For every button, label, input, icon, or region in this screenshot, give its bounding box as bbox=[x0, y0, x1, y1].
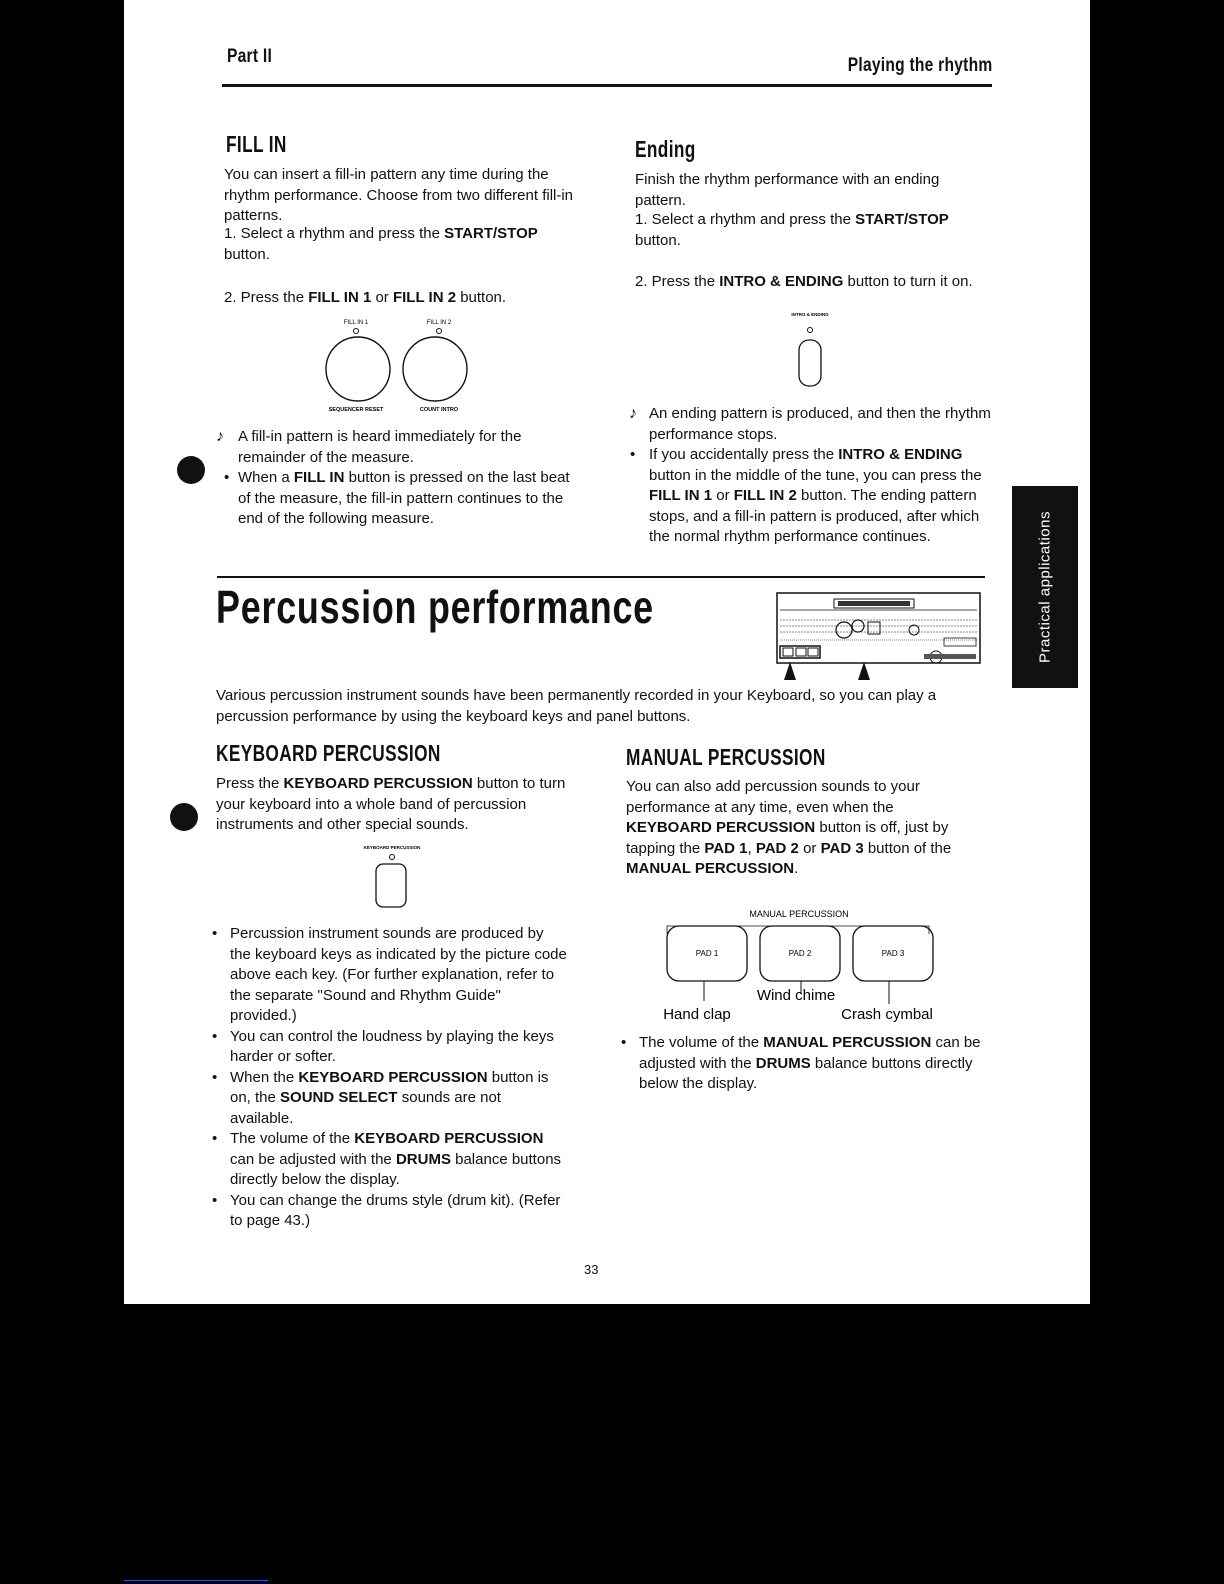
punch-hole-marker bbox=[177, 456, 205, 484]
section-intro: Various percussion instrument sounds have been permanently recorded in your Keyboard, so you can play a percussion performance by using the keyboard keys and panel buttons. bbox=[216, 687, 937, 725]
side-tab-label: Practical applications bbox=[1036, 511, 1054, 663]
list-item: • You can control the loudness by playing the keys harder or softer. bbox=[212, 1027, 554, 1065]
header-part: Part II bbox=[227, 46, 273, 67]
header-rule bbox=[222, 84, 992, 87]
fill-in-bullet: • When a FILL IN button is pressed on the last beat of the measure, the fill-in pattern continues to the end of the following measure. bbox=[224, 469, 570, 527]
keyboard-percussion-led-icon bbox=[390, 855, 395, 860]
ending-step2: 2. Press the INTRO & ENDING button to turn it on. bbox=[635, 273, 973, 290]
fill-in-1-led-icon bbox=[354, 329, 359, 334]
list-item: • The volume of the KEYBOARD PERCUSSION can be adjusted with the DRUMS balance buttons directly below the display. bbox=[212, 1130, 562, 1188]
fill-in-1-button[interactable] bbox=[326, 337, 390, 401]
intro-ending-label: INTRO & ENDING bbox=[791, 312, 829, 317]
fill-in-step1: 1. Select a rhythm and press the START/STOP button. bbox=[224, 225, 538, 263]
pointer-arrow-icon bbox=[858, 662, 870, 680]
fill-in-buttons-figure bbox=[320, 314, 480, 416]
fill-in-step2: 2. Press the FILL IN 1 or FILL IN 2 button. bbox=[224, 289, 507, 306]
section-title: Percussion performance bbox=[216, 581, 654, 633]
pad-1-label: PAD 1 bbox=[695, 949, 719, 958]
manual-percussion-label: MANUAL PERCUSSION bbox=[749, 909, 849, 919]
keyboard-percussion-intro: Press the KEYBOARD PERCUSSION button to turn your keyboard into a whole band of percussion instruments and other special sounds. bbox=[216, 775, 566, 833]
keyboard-percussion-heading: KEYBOARD PERCUSSION bbox=[216, 740, 441, 766]
pointer-arrow-icon bbox=[784, 662, 796, 680]
manual-percussion-figure bbox=[649, 904, 949, 1026]
intro-ending-led-icon bbox=[808, 328, 813, 333]
list-item: • You can change the drums style (drum kit). (Refer to page 43.) bbox=[212, 1191, 561, 1229]
sequencer-reset-label: SEQUENCER RESET bbox=[328, 407, 384, 413]
header-title: Playing the rhythm bbox=[847, 55, 992, 76]
ending-intro: Finish the rhythm performance with an ending pattern. bbox=[635, 171, 940, 209]
ending-step1: 1. Select a rhythm and press the START/STOP button. bbox=[635, 211, 949, 249]
note-arrow-icon: ♪ bbox=[629, 405, 637, 422]
keyboard-panel-thumbnail bbox=[774, 590, 984, 680]
manual-page bbox=[124, 0, 1090, 1304]
fill-in-result-note: ♪ A fill-in pattern is heard immediately for the remainder of the measure. bbox=[216, 427, 580, 468]
pad-3-label: PAD 3 bbox=[881, 949, 905, 958]
manual-percussion-intro: You can also add percussion sounds to your performance at any time, even when the KEYBOARD PERCUSSION button is off, just by tapping the PAD 1, PAD 2 or PAD 3 button of the MANUAL PERCUSSION. bbox=[626, 778, 952, 877]
fill-in-2-led-icon bbox=[437, 329, 442, 334]
ending-bullet: • If you accidentally press the INTRO & ENDING button in the middle of the tune, you can press the FILL IN 1 or FILL IN 2 button. The ending pattern stops, and a fill-in pattern is produced, after which the normal rhythm performance continues. bbox=[630, 446, 982, 545]
note-arrow-icon: ♪ bbox=[216, 428, 224, 445]
pad-2-sound: Wind chime bbox=[756, 987, 836, 1004]
pad-3-sound: Crash cymbal bbox=[841, 1006, 933, 1023]
keyboard-percussion-figure bbox=[346, 840, 442, 912]
count-intro-label: COUNT INTRO bbox=[419, 407, 459, 413]
punch-hole-marker bbox=[170, 803, 198, 831]
list-item: • Percussion instrument sounds are produced by the keyboard keys as indicated by the picture code above each key. (For further explanation, refer to the separate "Sound and Rhythm Guide" provided.) bbox=[212, 925, 567, 1024]
list-item: • When the KEYBOARD PERCUSSION button is on, the SOUND SELECT sounds are not available. bbox=[212, 1068, 549, 1127]
section-side-tab bbox=[1012, 486, 1078, 688]
fill-in-2-label: FILL IN 2 bbox=[426, 320, 452, 326]
manual-percussion-heading: MANUAL PERCUSSION bbox=[626, 744, 826, 770]
footer-link-line bbox=[124, 1580, 268, 1581]
fill-in-1-label: FILL IN 1 bbox=[343, 320, 369, 326]
page-number: 33 bbox=[584, 1262, 599, 1277]
ending-result-note: ♪ An ending pattern is produced, and then the rhythm performance stops. bbox=[629, 404, 991, 445]
section-rule bbox=[217, 576, 985, 578]
keyboard-percussion-button[interactable] bbox=[376, 864, 406, 907]
intro-ending-button[interactable] bbox=[799, 340, 821, 386]
manual-percussion-bullet: • The volume of the MANUAL PERCUSSION can be adjusted with the DRUMS balance buttons directly below the display. bbox=[621, 1034, 981, 1092]
pad-2-label: PAD 2 bbox=[788, 949, 812, 958]
ending-heading: Ending bbox=[635, 136, 696, 162]
intro-ending-figure bbox=[780, 308, 830, 390]
fill-in-heading: FILL IN bbox=[226, 131, 287, 157]
fill-in-2-button[interactable] bbox=[403, 337, 467, 401]
pad-1-sound: Hand clap bbox=[663, 1006, 731, 1023]
keyboard-percussion-label: KEYBOARD PERCUSSION bbox=[363, 845, 421, 850]
fill-in-intro: You can insert a fill-in pattern any time during the rhythm performance. Choose from two different fill-in patterns. bbox=[224, 166, 574, 224]
keyboard-percussion-bullets bbox=[212, 924, 568, 1232]
